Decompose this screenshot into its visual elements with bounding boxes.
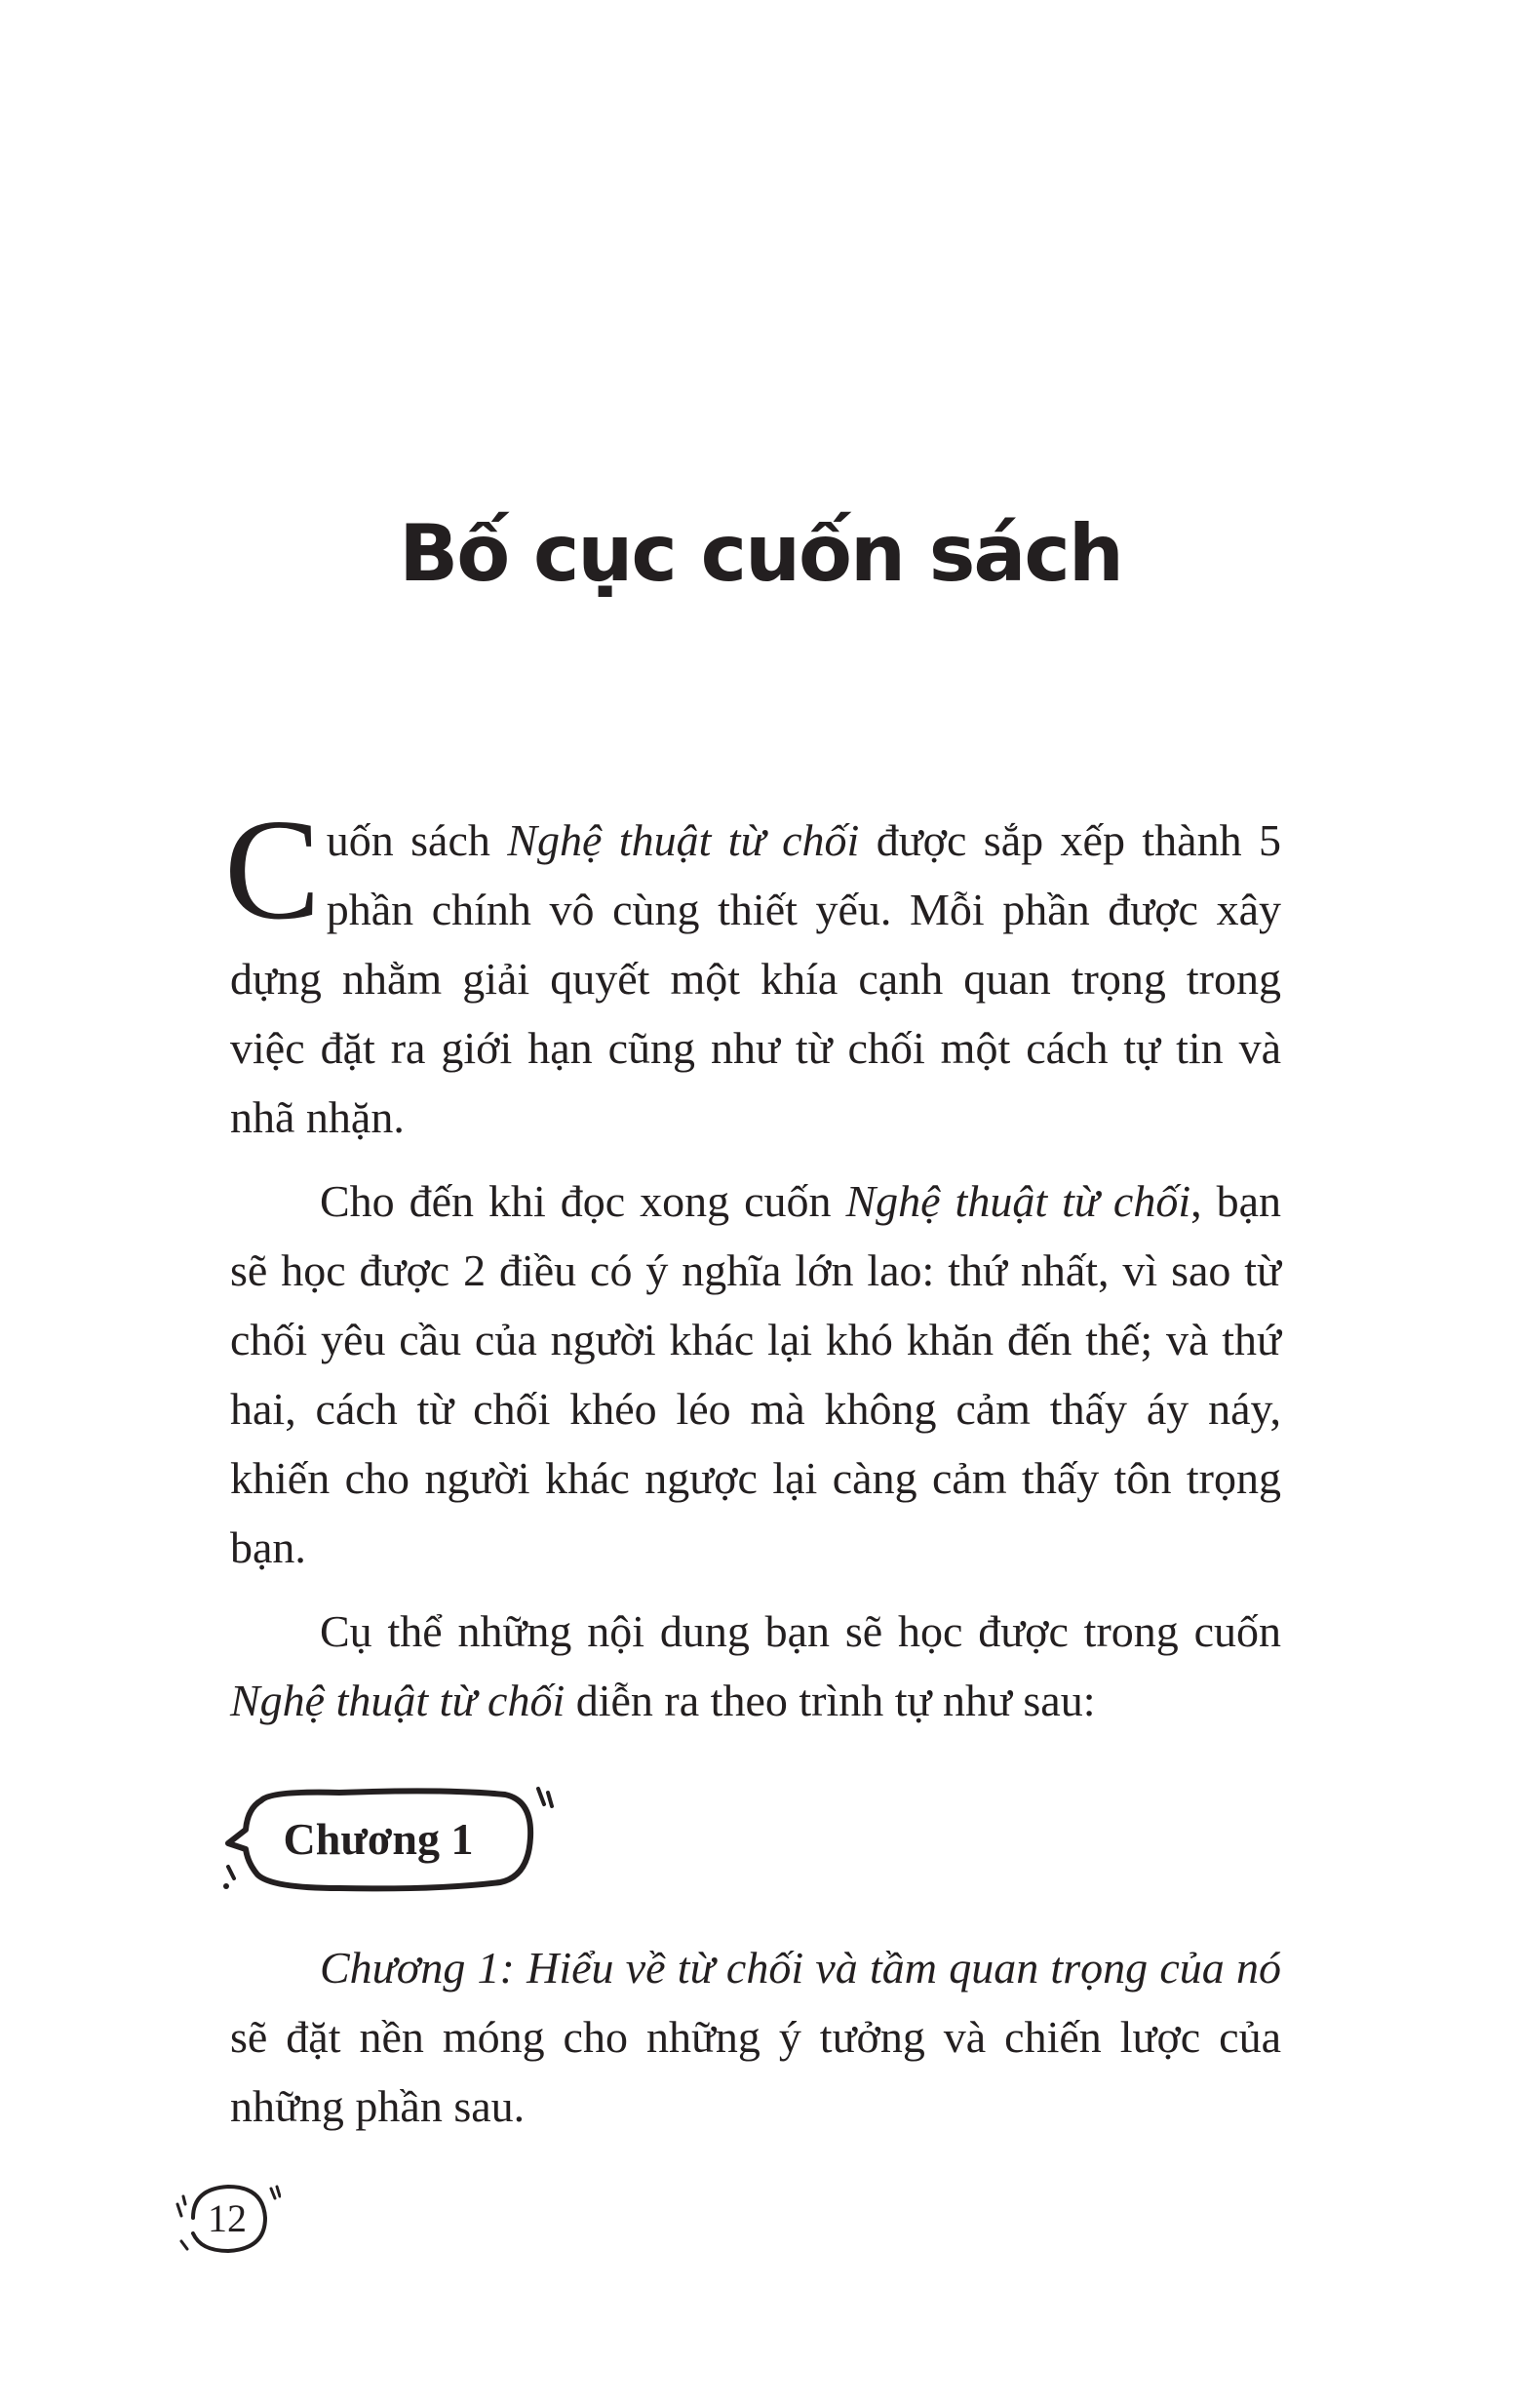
- paragraph-text: uốn sách: [326, 815, 508, 865]
- chapter-title-italic: Chương 1: Hiểu về từ chối và tầm quan trọng của nó: [320, 1943, 1281, 1993]
- paragraph-text: sẽ đặt nền móng cho những ý tưởng và chiến lược của những phần sau.: [230, 2012, 1281, 2131]
- chapter-label: Chương 1: [283, 1814, 474, 1864]
- chapter-description-paragraph: [230, 1933, 1281, 2141]
- page-title: Bố cục cuốn sách: [399, 508, 1122, 599]
- benefits-paragraph: [230, 1166, 1281, 1582]
- content-order-paragraph: [230, 1597, 1281, 1735]
- paragraph-text: , bạn sẽ học được 2 điều có ý nghĩa lớn lao: thứ nhất, vì sao từ chối yêu cầu của người khác lại khó khăn đến thế; và thứ hai, cách từ chối khéo léo mà không cảm thấy áy náy, khiến cho người khác ngược lại càng cảm thấy tôn trọng bạn.: [230, 1176, 1282, 1572]
- paragraph-text: được sắp xếp thành 5 phần chính vô cùng thiết yếu. Mỗi phần được xây dựng nhằm giải quyết một khía cạnh quan trọng trong việc đặt ra giới hạn cũng như từ chối một cách tự tin và nhã nhặn.: [230, 815, 1281, 1142]
- chapter-badge: [222, 1781, 554, 1898]
- book-title-italic: Nghệ thuật từ chối: [230, 1676, 566, 1725]
- intro-paragraph: [224, 790, 1281, 1152]
- page-number: 12: [208, 2196, 247, 2240]
- page-number-badge: [174, 2175, 281, 2263]
- paragraph-text: Cho đến khi đọc xong cuốn: [320, 1176, 846, 1226]
- paragraph-text: diễn ra theo trình tự như sau:: [565, 1676, 1096, 1725]
- drop-cap-letter: C: [224, 790, 321, 950]
- paragraph-text: Cụ thể những nội dung bạn sẽ học được trong cuốn: [320, 1606, 1281, 1656]
- book-title-italic: Nghệ thuật từ chối: [507, 815, 860, 865]
- book-title-italic: Nghệ thuật từ chối: [845, 1176, 1191, 1226]
